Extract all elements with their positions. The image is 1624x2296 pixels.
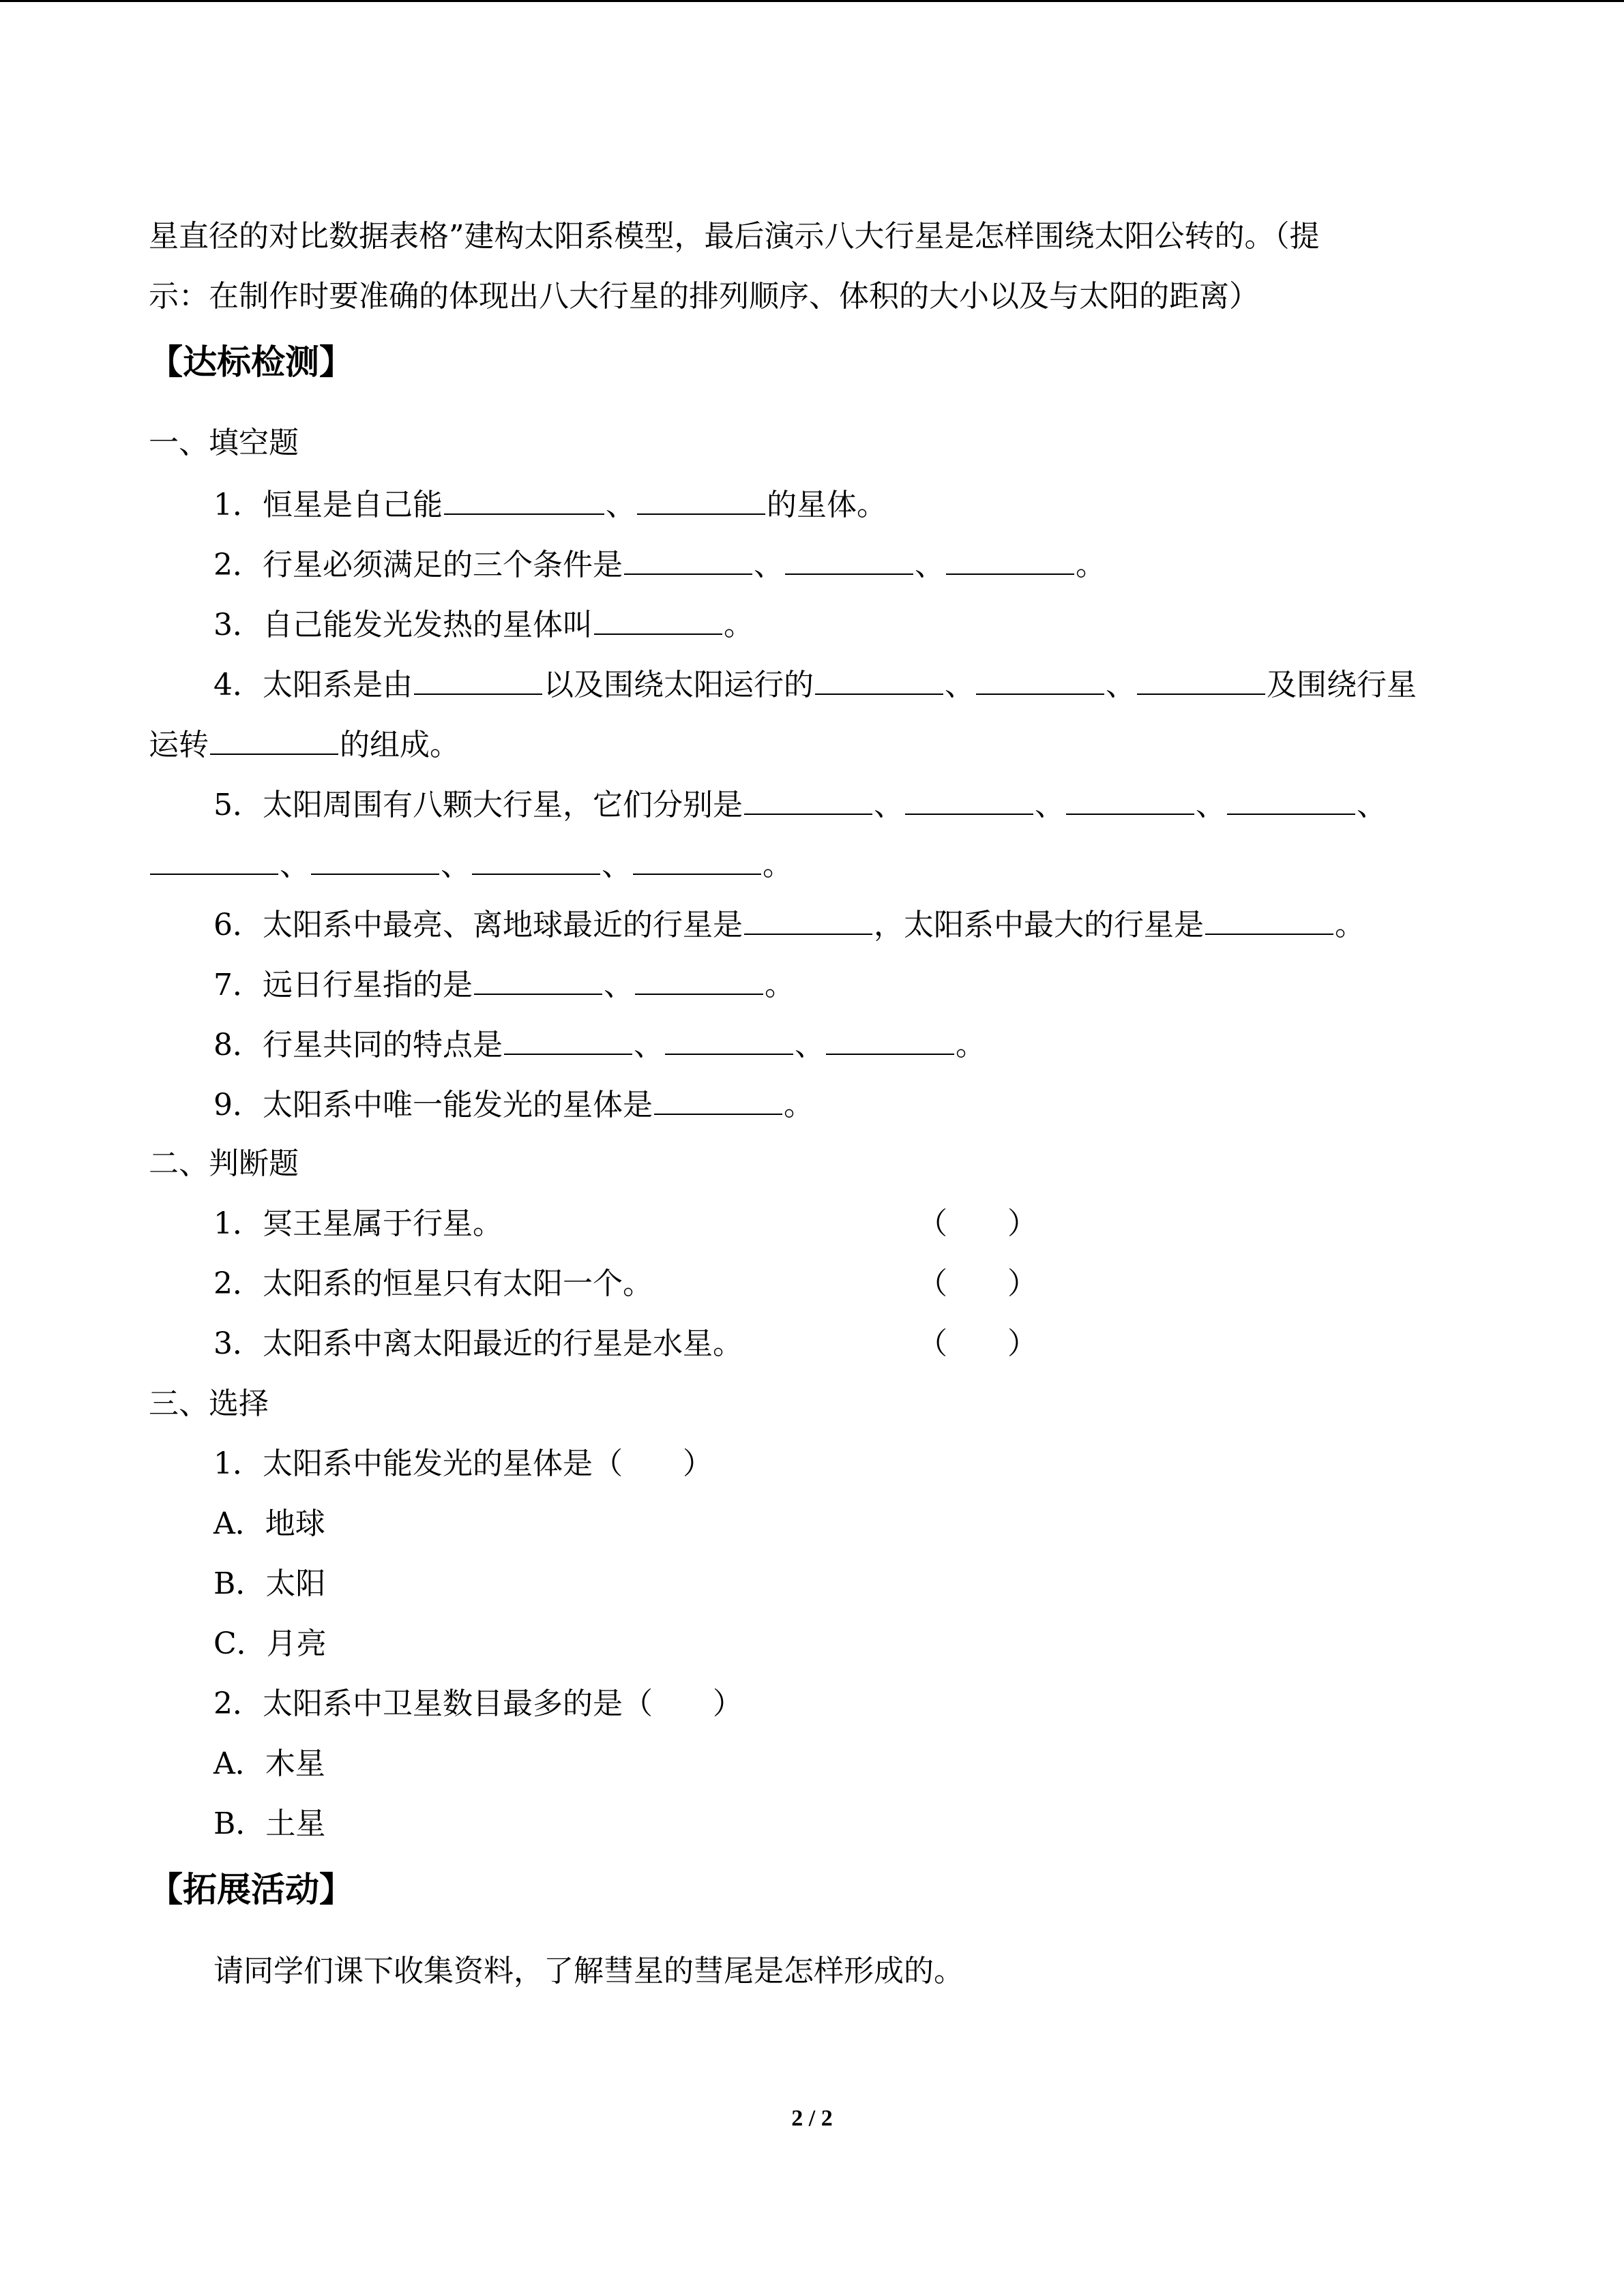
- section-title-assessment: 【达标检测】: [149, 342, 353, 382]
- blank-field[interactable]: [905, 784, 1033, 815]
- blank-field[interactable]: [946, 543, 1074, 575]
- intro-line-1: 星直径的对比数据表格”建构太阳系模型，最后演示八大行星是怎样围绕太阳公转的。（提: [149, 219, 1320, 254]
- judge-section-title: 二、判断题: [149, 1146, 299, 1181]
- choice-option[interactable]: A．地球: [213, 1506, 325, 1541]
- blank-field[interactable]: [504, 1024, 632, 1055]
- choice-option[interactable]: C．月亮: [213, 1626, 327, 1661]
- answer-parentheses[interactable]: （ ）: [917, 1266, 1037, 1301]
- fill-question-6: 6．太阳系中最亮、离地球最近的行星是 ，太阳系中最大的行星是 。: [213, 904, 1365, 946]
- blank-field[interactable]: [444, 483, 604, 515]
- blank-field[interactable]: [635, 964, 763, 995]
- blank-field[interactable]: [633, 844, 761, 875]
- fill-section-title: 一、填空题: [149, 426, 299, 460]
- section-title-extension: 【拓展活动】: [149, 1870, 353, 1909]
- blank-field[interactable]: [744, 784, 872, 815]
- blank-field[interactable]: [1227, 784, 1355, 815]
- choice-question-2: 2．太阳系中卫星数目最多的是（ ）: [213, 1686, 743, 1721]
- fill-question-4: 4．太阳系是由 以及围绕太阳运行的 、 、 及围绕行星: [213, 664, 1417, 706]
- judge-item-1: 1．冥王星属于行星。: [213, 1206, 503, 1241]
- fill-question-1: 1．恒星是自己能 、 的星体。: [213, 483, 887, 526]
- blank-field[interactable]: [826, 1024, 954, 1055]
- fill-question-9: 9．太阳系中唯一能发光的星体是 。: [213, 1084, 814, 1126]
- fill-question-8: 8．行星共同的特点是 、 、 。: [213, 1024, 986, 1066]
- blank-field[interactable]: [1066, 784, 1194, 815]
- fill-question-4-cont: 运转 的组成。: [149, 724, 460, 766]
- blank-field[interactable]: [637, 483, 765, 515]
- blank-field[interactable]: [474, 964, 602, 995]
- choice-section-title: 三、选择: [149, 1386, 269, 1421]
- page-number: 2 / 2: [791, 2106, 833, 2131]
- choice-option[interactable]: B．土星: [213, 1806, 326, 1841]
- blank-field[interactable]: [665, 1024, 793, 1055]
- fill-question-5-cont: 、 、 、 。: [149, 844, 793, 886]
- blank-field[interactable]: [594, 603, 722, 635]
- blank-field[interactable]: [785, 543, 913, 575]
- blank-field[interactable]: [654, 1084, 782, 1115]
- choice-option[interactable]: B．太阳: [213, 1566, 326, 1601]
- blank-field[interactable]: [744, 904, 872, 935]
- blank-field[interactable]: [414, 664, 542, 695]
- blank-field[interactable]: [150, 844, 278, 875]
- choice-question-1: 1．太阳系中能发光的星体是（ ）: [213, 1446, 713, 1481]
- fill-question-5: 5．太阳周围有八颗大行星，它们分别是 、 、 、 、: [213, 784, 1387, 826]
- fill-question-2: 2．行星必须满足的三个条件是 、 、 。: [213, 543, 1106, 586]
- blank-field[interactable]: [210, 724, 338, 755]
- fill-question-3: 3．自己能发光发热的星体叫 。: [213, 603, 754, 646]
- answer-parentheses[interactable]: （ ）: [917, 1206, 1037, 1241]
- blank-field[interactable]: [624, 543, 752, 575]
- activity-text: 请同学们课下收集资料，了解彗星的彗尾是怎样形成的。: [213, 1954, 964, 1988]
- blank-field[interactable]: [1205, 904, 1333, 935]
- blank-field[interactable]: [815, 664, 943, 695]
- blank-field[interactable]: [472, 844, 600, 875]
- judge-item-3: 3．太阳系中离太阳最近的行星是水星。: [213, 1326, 743, 1361]
- fill-question-7: 7．远日行星指的是 、 。: [213, 964, 795, 1006]
- intro-line-2: 示：在制作时要准确的体现出八大行星的排列顺序、体积的大小以及与太阳的距离）: [149, 279, 1259, 314]
- blank-field[interactable]: [976, 664, 1104, 695]
- blank-field[interactable]: [311, 844, 439, 875]
- judge-item-2: 2．太阳系的恒星只有太阳一个。: [213, 1266, 653, 1301]
- blank-field[interactable]: [1137, 664, 1265, 695]
- answer-parentheses[interactable]: （ ）: [917, 1326, 1037, 1361]
- choice-option[interactable]: A．木星: [213, 1746, 325, 1781]
